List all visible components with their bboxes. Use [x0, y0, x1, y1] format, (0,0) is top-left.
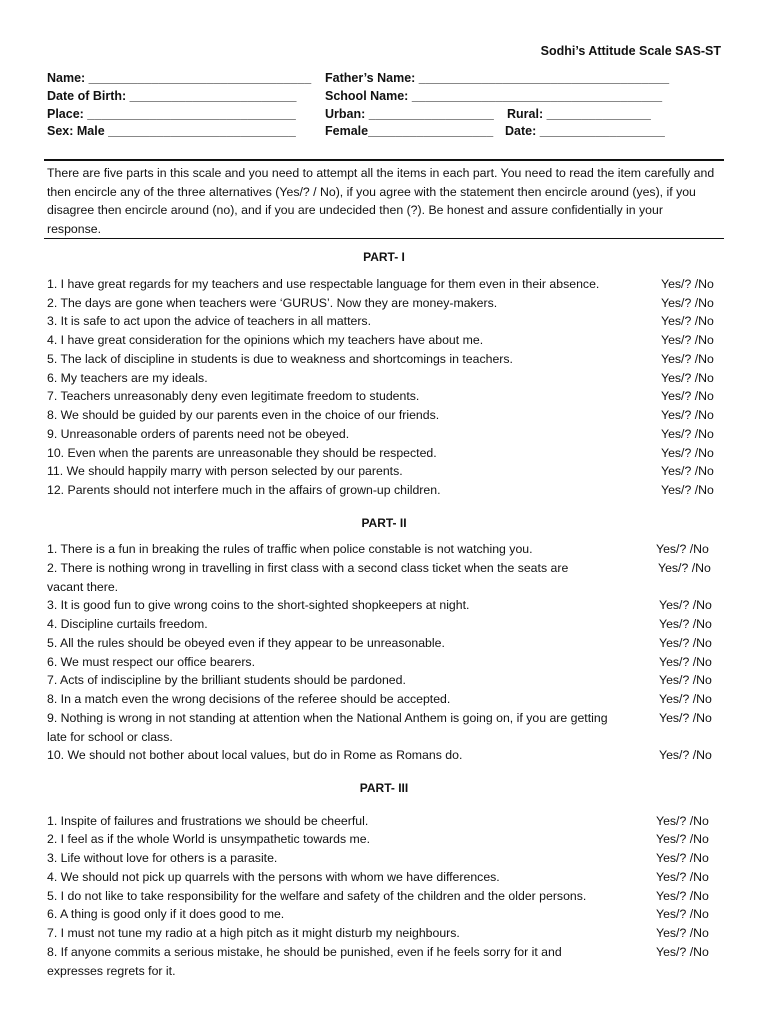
part2-item: 7. Acts of indiscipline by the brilliant students should be pardoned. — [47, 673, 406, 687]
answer-options[interactable]: Yes/? /No — [659, 598, 712, 612]
part1-item: 8. We should be guided by our parents even in the choice of our friends. — [47, 408, 440, 422]
date-of-birth-field[interactable]: Date of Birth: ________________________ — [47, 89, 297, 103]
place-field[interactable]: Place: ______________________________ — [47, 107, 296, 121]
answer-options[interactable]: Yes/? /No — [661, 427, 714, 441]
urban-field[interactable]: Urban: __________________ — [325, 107, 494, 121]
answer-options[interactable]: Yes/? /No — [661, 389, 714, 403]
instructions-text: There are five parts in this scale and you need to attempt all the items in each part. You need to read the item carefully and then encircle any of the three alternatives (Yes/? / No), if you agree with the statement then encircle around (yes), if you disagree then encircle around (no), and if you are undecided then (?). Be honest and assure confidentially in your response. — [47, 166, 715, 236]
answer-options[interactable]: Yes/? /No — [661, 408, 714, 422]
part-3-title: PART- III — [359, 781, 409, 795]
answer-options[interactable]: Yes/? /No — [656, 889, 709, 903]
answer-options[interactable]: Yes/? /No — [656, 926, 709, 940]
part1-item: 12. Parents should not interfere much in the affairs of grown-up children. — [47, 483, 441, 497]
part3-item: 1. Inspite of failures and frustrations we should be cheerful. — [47, 814, 369, 828]
part2-item: 1. There is a fun in breaking the rules of traffic when police constable is not watching you. — [47, 542, 533, 556]
part1-item: 7. Teachers unreasonably deny even legitimate freedom to students. — [47, 389, 420, 403]
answer-options[interactable]: Yes/? /No — [661, 352, 714, 366]
answer-options[interactable]: Yes/? /No — [661, 333, 714, 347]
part3-item: 5. I do not like to take responsibility for the welfare and safety of the children and the older persons. — [47, 889, 587, 903]
part1-item: 2. The days are gone when teachers were ‘GURUS’. Now they are money-makers. — [47, 296, 498, 310]
part3-item: 8. If anyone commits a serious mistake, he should be punished, even if he feels sorry for it and expresses regrets for it. — [47, 945, 562, 978]
school-name-field[interactable]: School Name: ____________________________________ — [325, 89, 663, 103]
part2-item: 2. There is nothing wrong in travelling in first class with a second class ticket when the seats are vacant there. — [47, 561, 569, 594]
answer-options[interactable]: Yes/? /No — [661, 296, 714, 310]
date-field[interactable]: Date: __________________ — [505, 124, 665, 138]
part2-item: 10. We should not bother about local values, but do in Rome as Romans do. — [47, 748, 463, 762]
answer-options[interactable]: Yes/? /No — [661, 483, 714, 497]
part-1-title: PART- I — [363, 250, 405, 264]
answer-options[interactable]: Yes/? /No — [656, 945, 709, 959]
answer-options[interactable]: Yes/? /No — [659, 655, 712, 669]
answer-options[interactable]: Yes/? /No — [659, 636, 712, 650]
part3-item: 3. Life without love for others is a parasite. — [47, 851, 278, 865]
part-2-title: PART- II — [361, 516, 407, 530]
part1-item: 4. I have great consideration for the opinions which my teachers have about me. — [47, 333, 484, 347]
answer-options[interactable]: Yes/? /No — [661, 371, 714, 385]
rural-field[interactable]: Rural: _______________ — [507, 107, 651, 121]
part1-item: 10. Even when the parents are unreasonable they should be respected. — [47, 446, 437, 460]
part1-item: 5. The lack of discipline in students is due to weakness and shortcomings in teachers. — [47, 352, 513, 366]
top-divider — [44, 159, 724, 161]
fathers-name-field[interactable]: Father’s Name: ____________________________________ — [325, 71, 670, 85]
part1-item: 3. It is safe to act upon the advice of teachers in all matters. — [47, 314, 371, 328]
answer-options[interactable]: Yes/? /No — [656, 870, 709, 884]
part1-item: 6. My teachers are my ideals. — [47, 371, 208, 385]
answer-options[interactable]: Yes/? /No — [656, 814, 709, 828]
answer-options[interactable]: Yes/? /No — [659, 673, 712, 687]
scale-title: Sodhi’s Attitude Scale SAS-ST — [540, 44, 721, 58]
part2-item: 9. Nothing is wrong in not standing at attention when the National Anthem is going on, if you are getting late for school or class. — [47, 711, 608, 744]
part1-item: 9. Unreasonable orders of parents need not be obeyed. — [47, 427, 350, 441]
part3-item: 2. I feel as if the whole World is unsympathetic towards me. — [47, 832, 371, 846]
part2-item: 5. All the rules should be obeyed even if they appear to be unreasonable. — [47, 636, 445, 650]
answer-options[interactable]: Yes/? /No — [656, 907, 709, 921]
bottom-divider — [44, 238, 724, 239]
answer-options[interactable]: Yes/? /No — [659, 692, 712, 706]
part1-item: 11. We should happily marry with person selected by our parents. — [47, 464, 403, 478]
answer-options[interactable]: Yes/? /No — [656, 832, 709, 846]
answer-options[interactable]: Yes/? /No — [659, 617, 712, 631]
answer-options[interactable]: Yes/? /No — [658, 561, 711, 575]
part2-item: 4. Discipline curtails freedom. — [47, 617, 208, 631]
answer-options[interactable]: Yes/? /No — [659, 748, 712, 762]
answer-options[interactable]: Yes/? /No — [661, 277, 714, 291]
name-field[interactable]: Name: ________________________________ — [47, 71, 312, 85]
answer-options[interactable]: Yes/? /No — [661, 464, 714, 478]
female-field[interactable]: Female__________________ — [325, 124, 494, 138]
answer-options[interactable]: Yes/? /No — [661, 446, 714, 460]
part2-item: 3. It is good fun to give wrong coins to the short-sighted shopkeepers at night. — [47, 598, 470, 612]
part3-item: 4. We should not pick up quarrels with the persons with whom we have differences. — [47, 870, 500, 884]
part1-item: 1. I have great regards for my teachers and use respectable language for them even in their absence. — [47, 277, 600, 291]
answer-options[interactable]: Yes/? /No — [661, 314, 714, 328]
part2-item: 6. We must respect our office bearers. — [47, 655, 256, 669]
answer-options[interactable]: Yes/? /No — [656, 851, 709, 865]
answer-options[interactable]: Yes/? /No — [656, 542, 709, 556]
answer-options[interactable]: Yes/? /No — [659, 711, 712, 725]
part3-item: 6. A thing is good only if it does good to me. — [47, 907, 285, 921]
part3-item: 7. I must not tune my radio at a high pitch as it might disturb my neighbours. — [47, 926, 460, 940]
part2-item: 8. In a match even the wrong decisions of the referee should be accepted. — [47, 692, 451, 706]
sex-male-field[interactable]: Sex: Male ___________________________ — [47, 124, 296, 138]
